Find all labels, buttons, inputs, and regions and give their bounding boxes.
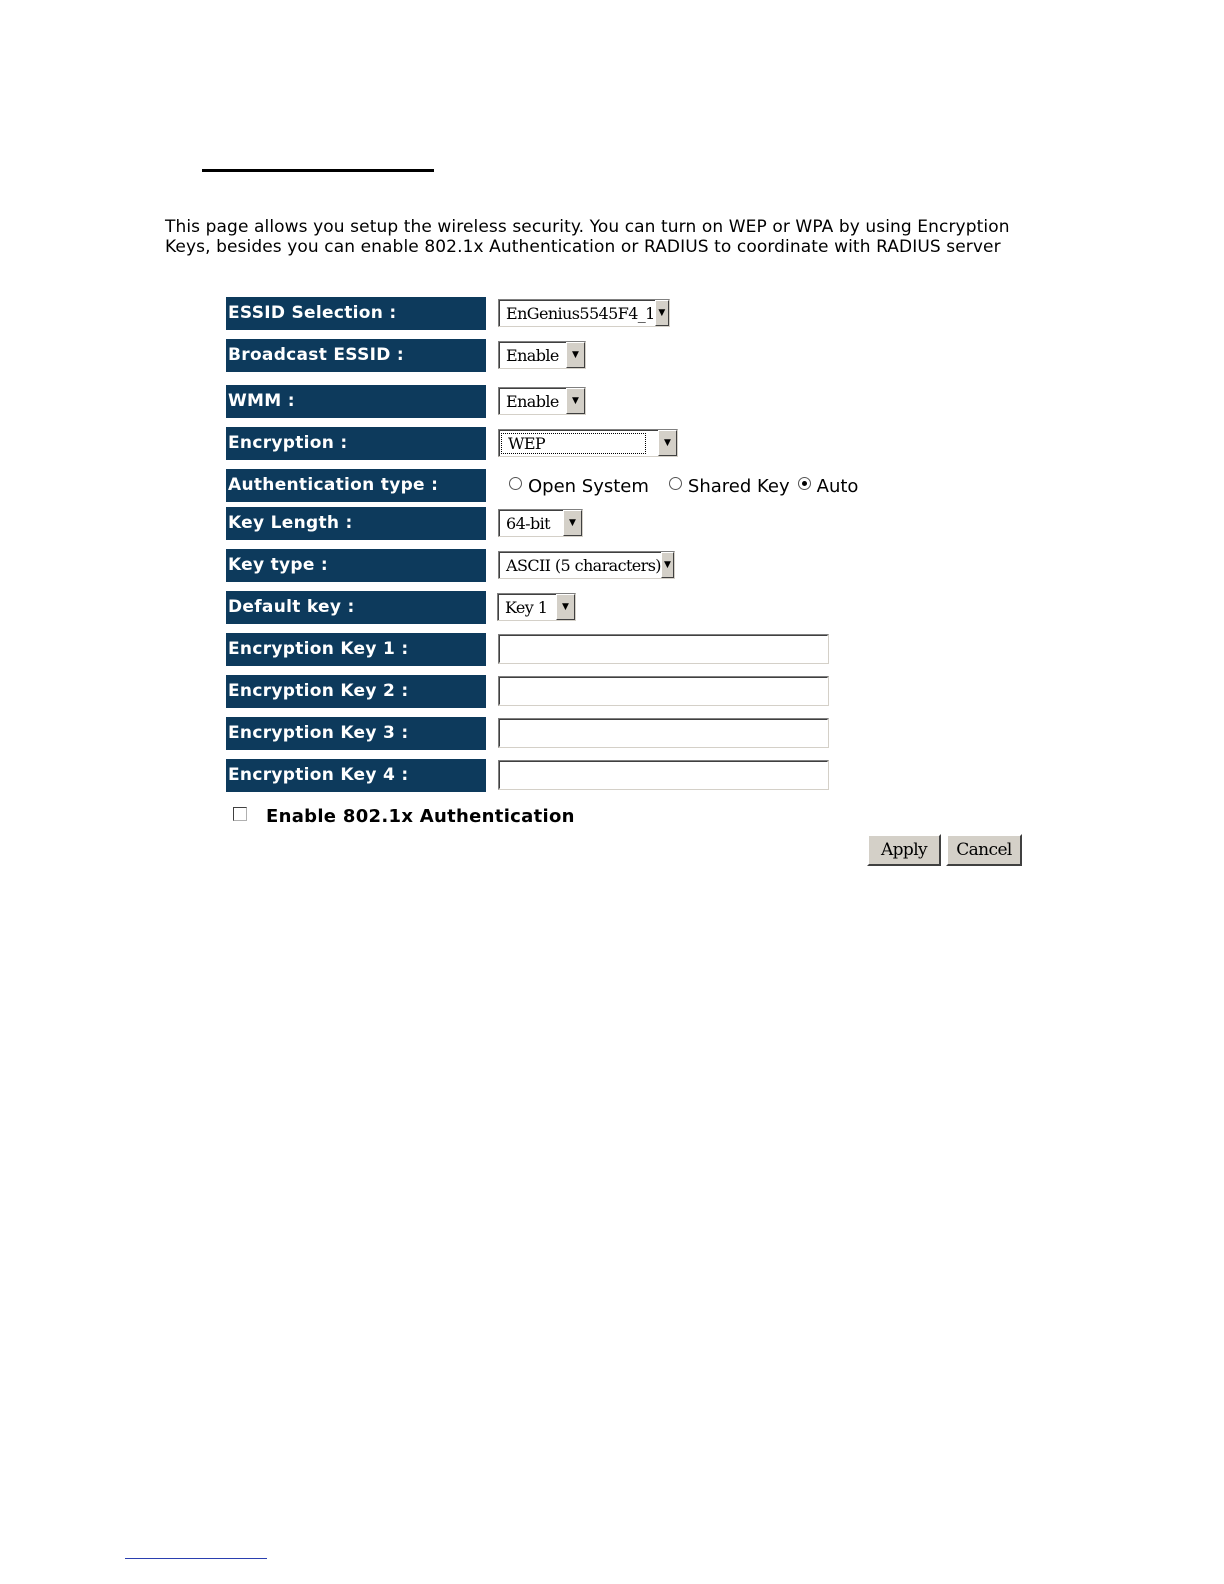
page-description: This page allows you setup the wireless security. You can turn on WEP or WPA by using Encryption Keys, besides you can enable 802.1x Authentication or RADIUS to coordinate with RADIUS server [165, 217, 1010, 257]
auth-option-shared-key[interactable] [669, 476, 790, 497]
footer-rule [125, 1558, 267, 1559]
default-key-select[interactable] [497, 593, 576, 621]
key-length-value: 64-bit [506, 514, 550, 533]
wmm-label: WMM : [226, 385, 486, 418]
dropdown-arrow-icon[interactable]: ▼ [658, 430, 677, 456]
cancel-button[interactable]: Cancel [946, 834, 1022, 866]
encryption-key-3-input[interactable] [501, 721, 826, 745]
radio-icon[interactable] [798, 477, 811, 490]
encryption-value: WEP [502, 434, 645, 453]
encryption-key-2-label: Encryption Key 2 : [226, 675, 486, 708]
authentication-type-label: Authentication type : [226, 469, 486, 502]
enable-8021x-label: Enable 802.1x Authentication [266, 806, 575, 827]
dropdown-arrow-icon[interactable]: ▼ [661, 552, 674, 578]
encryption-select[interactable] [498, 429, 678, 457]
dropdown-arrow-icon[interactable]: ▼ [655, 300, 669, 326]
key-type-select[interactable] [498, 551, 675, 579]
broadcast-essid-label: Broadcast ESSID : [226, 339, 486, 372]
key-length-label: Key Length : [226, 507, 486, 540]
encryption-key-2-input[interactable] [501, 679, 826, 703]
essid-select-value: EnGenius5545F4_1 [506, 304, 655, 323]
authentication-type-group [509, 472, 878, 500]
auth-option-label: Shared Key [687, 475, 790, 497]
auth-option-label: Open System [528, 475, 649, 497]
checkbox-icon[interactable] [233, 807, 247, 821]
broadcast-essid-select[interactable] [498, 341, 586, 369]
key-type-label: Key type : [226, 549, 486, 582]
encryption-key-4-label: Encryption Key 4 : [226, 759, 486, 792]
key-length-select[interactable] [498, 509, 583, 537]
dropdown-arrow-icon[interactable]: ▼ [566, 342, 585, 368]
default-key-value: Key 1 [505, 598, 548, 617]
encryption-key-4-field[interactable] [498, 760, 829, 790]
encryption-key-1-input[interactable] [501, 637, 826, 661]
wmm-value: Enable [506, 392, 559, 411]
dropdown-arrow-icon[interactable]: ▼ [563, 510, 582, 536]
encryption-key-3-label: Encryption Key 3 : [226, 717, 486, 750]
wmm-select[interactable] [498, 387, 586, 415]
encryption-key-3-field[interactable] [498, 718, 829, 748]
essid-select[interactable] [498, 299, 670, 327]
essid-selection-label: ESSID Selection : [226, 297, 486, 330]
auth-option-open-system[interactable] [509, 476, 649, 497]
radio-icon[interactable] [509, 477, 522, 490]
encryption-key-4-input[interactable] [501, 763, 826, 787]
auth-option-label: Auto [816, 475, 859, 497]
enable-8021x-row [233, 806, 575, 827]
default-key-label: Default key : [226, 591, 486, 624]
apply-button[interactable]: Apply [867, 834, 941, 866]
dropdown-arrow-icon[interactable]: ▼ [556, 594, 575, 620]
broadcast-essid-value: Enable [506, 346, 559, 365]
auth-option-auto[interactable] [798, 476, 859, 497]
key-type-value: ASCII (5 characters) [506, 556, 661, 575]
encryption-key-1-field[interactable] [498, 634, 829, 664]
radio-icon[interactable] [669, 477, 682, 490]
encryption-key-2-field[interactable] [498, 676, 829, 706]
encryption-key-1-label: Encryption Key 1 : [226, 633, 486, 666]
dropdown-arrow-icon[interactable]: ▼ [566, 388, 585, 414]
encryption-label: Encryption : [226, 427, 486, 460]
title-underline [202, 169, 434, 172]
